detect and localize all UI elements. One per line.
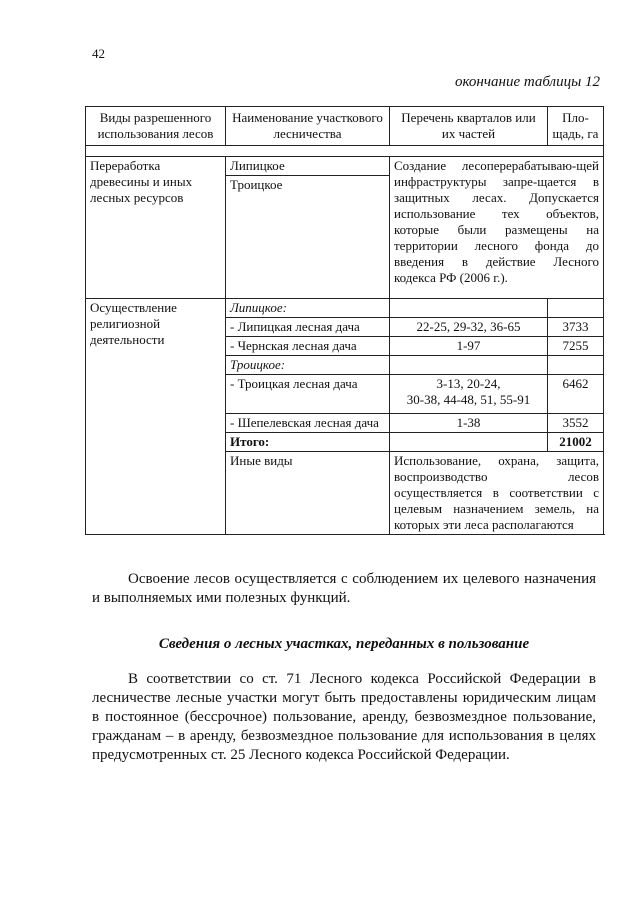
note-cell: Использование, охрана, защита, воспроизводство лесов осуществляется в соответствии с целевым назначением земель, на которых эти леса располагаются: [390, 452, 604, 535]
dacha-name: - Шепелевская лесная дача: [226, 414, 390, 433]
section-title: Сведения о лесных участках, переданных в пользование: [158, 636, 530, 652]
paragraph-forest-development: Освоение лесов осуществляется с соблюдением их целевого назначения и выполняемых ими полезных функций.: [92, 571, 596, 606]
forestry-cell: Липицкое: [226, 157, 390, 176]
page-number: 42: [92, 46, 105, 61]
use-type-cell: Иные виды: [226, 452, 390, 535]
total-label: Итого:: [226, 433, 390, 452]
dacha-name: - Троицкая лесная дача: [226, 375, 390, 414]
area-cell: 6462: [548, 375, 604, 414]
quarters-cell: 1-97: [390, 337, 548, 356]
header-use-type: Виды разрешенного использования лесов: [86, 107, 226, 146]
header-area: Пло-щадь, га: [548, 107, 604, 146]
table-header-row: [86, 107, 604, 146]
forest-use-table: [85, 106, 604, 535]
quarters-cell: 1-38: [390, 414, 548, 433]
area-cell: 7255: [548, 337, 604, 356]
forestry-group-label: Троицкое:: [226, 356, 390, 375]
forestry-group-label: Липицкое:: [226, 299, 390, 318]
note-cell: Создание лесоперерабатываю-щей инфраструктуры запре-щается в защитных лесах. Допускается использование тех объектов, которые были размещены на территории лесного фонда до введения в действие Лесного кодекса РФ (2006 г.).: [390, 157, 604, 299]
spacer-row: [86, 146, 604, 157]
area-cell: 3552: [548, 414, 604, 433]
total-value: 21002: [548, 433, 604, 452]
use-type-cell: Осуществление религиозной деятельности: [86, 299, 226, 535]
forestry-cell: Троицкое: [226, 176, 390, 299]
header-quarters: Перечень кварталов или их частей: [390, 107, 548, 146]
paragraph-forest-plots: В соответствии со ст. 71 Лесного кодекса Российской Федерации в лесничестве лесные участки могут быть предоставлены юридическим лицам в постоянное (бессрочное) пользование, аренду, безвозмездное пользование, гражданам – в аренду, безвозмездное пользование для использования в целях предусмотренных ст. 25 Лесного кодекса Российской Федерации.: [92, 671, 596, 763]
area-cell: 3733: [548, 318, 604, 337]
dacha-name: - Липицкая лесная дача: [226, 318, 390, 337]
table-caption: окончание таблицы 12: [454, 74, 600, 90]
header-forestry-name: Наименование участкового лесничества: [226, 107, 390, 146]
use-type-cell: Переработка древесины и иных лесных ресурсов: [86, 157, 226, 299]
table-row: [86, 157, 604, 176]
dacha-name: - Чернская лесная дача: [226, 337, 390, 356]
quarters-cell: 3-13, 20-24, 30-38, 44-48, 51, 55-91: [390, 375, 548, 414]
quarters-cell: 22-25, 29-32, 36-65: [390, 318, 548, 337]
table-row: [86, 299, 604, 318]
